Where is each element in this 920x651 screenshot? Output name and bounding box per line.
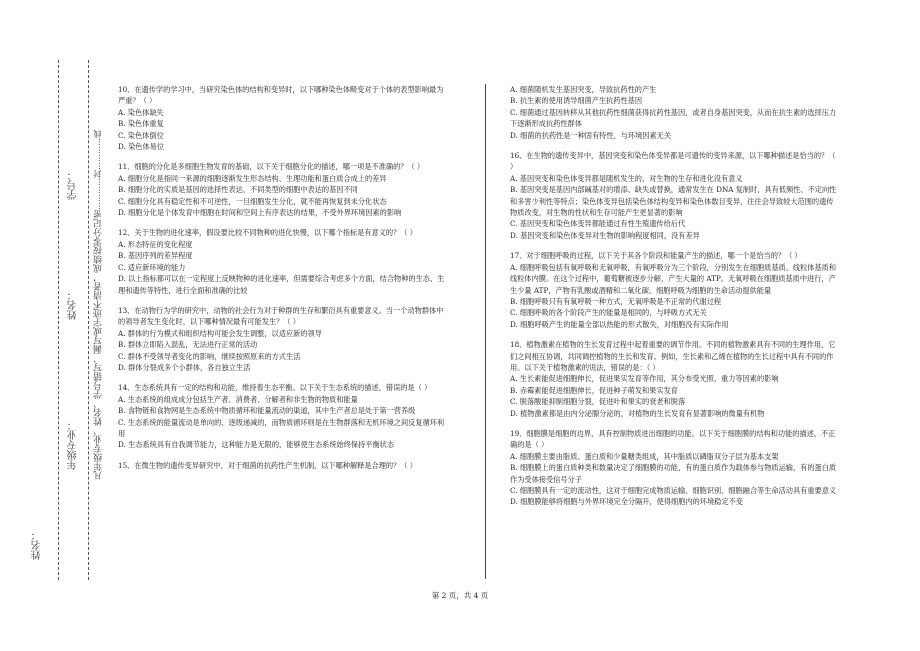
column-divider	[485, 84, 486, 579]
question-option: B. 基因序列的差异程度	[118, 251, 193, 261]
question-option: A. 细胞分化是指同一来源的细胞逐渐发生形态结构、生理功能和蛋白质合成上的差异	[118, 173, 387, 183]
seal-line-text: 密…………封…………线	[93, 130, 102, 218]
question-option: C. 细菌通过基因转移从其他抗药性细菌获得抗药性基因，或者自身基因突变，从而在抗生素的选择压力下逐渐形成抗药性群体	[510, 107, 837, 129]
question-option: A. 生长素能促进细胞伸长，促进果实发育等作用，其分布受光照、重力等因素的影响	[510, 374, 779, 384]
question-option: B. 赤霉素能促进细胞伸长，促进种子萌发和果实发育	[510, 385, 678, 395]
question-block	[118, 305, 446, 373]
question-option: A. 细胞呼吸包括有氧呼吸和无氧呼吸，有氧呼吸分为三个阶段，分别发生在细胞质基质、线粒体基质和线粒体内膜。在这个过程中，葡萄糖被逐步分解，产生大量的 ATP。无氧呼吸在细胞质基质中进行，产生少量 ATP，产物有乳酸或酒精和二氧化碳。细胞呼吸为细胞的生命活动提供能量	[510, 262, 837, 295]
question-option: B. 染色体重复	[118, 119, 164, 129]
question-block	[118, 161, 446, 218]
question-option: C. 细胞分化具有稳定性和不可逆性，一旦细胞发生分化，就不能再恢复到未分化状态	[118, 196, 387, 206]
question-option: D. 生态系统具有自我调节能力，这种能力是无限的，能够使生态系统始终保持平衡状态	[118, 440, 395, 450]
question-stem: 12、关于生物的进化速率，假设要比较不同物种的进化快慢，以下哪个指标是有意义的？（ ）	[118, 228, 417, 238]
binding-notice: 凡年级专业、姓名、学号错写、漏写或字迹不清者，成绩按零分记。	[94, 210, 104, 480]
student-name-label: 姓名：	[68, 290, 79, 320]
question-block	[118, 84, 446, 152]
question-option: D. 染色体易位	[118, 142, 165, 152]
question-option: A. 细胞膜主要由脂质、蛋白质和少量糖类组成，其中脂质以磷脂双分子层为基本支架	[510, 451, 779, 461]
question-option: B. 抗生素的使用诱导细菌产生抗药性基因	[510, 96, 643, 106]
question-option: D. 群体分裂成多个小群体，各自独立生活	[118, 362, 251, 372]
question-option: A. 形态特征的变化程度	[118, 239, 193, 249]
question-option: A. 基因突变和染色体变异都是随机发生的，对生物的生存和进化没有意义	[510, 173, 743, 183]
question-block	[510, 250, 840, 330]
question-option: D. 细胞分化是个体发育中细胞在时间和空间上有序表达的结果，不受外界环境因素的影响	[118, 208, 402, 218]
question-option: A. 细菌随机发生基因突变，导致抗药性的产生	[510, 85, 657, 94]
question-option: C. 细胞膜具有一定的流动性，这对于细胞完成物质运输、细胞识别、细胞融合等生命活动具有重要意义	[510, 486, 837, 495]
question-option: D. 细菌的抗药性是一种固有特性，与环境因素无关	[510, 130, 672, 140]
question-option: B. 细胞膜上的蛋白质种类和数量决定了细胞膜的功能，有的蛋白质作为载体参与物质运输，有的蛋白质作为受体接受信号分子	[510, 463, 837, 484]
binding-margin	[18, 60, 108, 580]
left-column	[118, 84, 446, 480]
question-option: C. 适应新环境的能力	[118, 262, 186, 272]
question-block	[510, 84, 840, 141]
question-stem: 13、在动物行为学的研究中，动物的社会行为对于种群的生存和繁衍具有重要意义。当一个动物群体中的领导者发生变化时，以下哪种情况最有可能发生？（ ）	[118, 305, 444, 327]
seal-line-outer	[58, 60, 59, 580]
question-option: B. 细胞呼吸只有有氧呼吸一种方式，无氧呼吸是不正常的代谢过程	[510, 296, 722, 306]
question-block	[510, 150, 840, 241]
question-block	[118, 460, 446, 471]
question-option: B. 群体立即陷入混乱，无法进行正常的活动	[118, 340, 258, 350]
question-option: A. 生态系统的组成成分包括生产者、消费者、分解者和非生物的物质和能量	[118, 394, 358, 404]
grade-label: 年级专业：	[68, 420, 79, 470]
question-option: C. 生态系统的能量流动是单向的、逐级递减的，而物质循环则是在生物群落和无机环境之间反复循环利用	[118, 417, 445, 438]
question-block	[118, 382, 446, 450]
question-option: A. 染色体缺失	[118, 107, 164, 117]
question-option: B. 食物链和食物网是生态系统中物质循环和能量流动的渠道，其中生产者总是处于第一营养级	[118, 406, 416, 416]
question-option: C. 群体不受领导者变化的影响，继续按照原来的方式生活	[118, 351, 301, 361]
question-option: C. 染色体倒位	[118, 130, 164, 140]
question-option: D. 以上指标都可以在一定程度上反映物种的进化速率，但需要综合考虑多个方面，结合物种的生态、生理和遗传等特性，进行全面和准确的比较	[118, 274, 445, 295]
question-option: C. 脱落酸能抑制细胞分裂，促进叶和果实的衰老和脱落	[510, 397, 686, 407]
question-option: D. 植物激素都是由内分泌腺分泌的，对植物的生长发育有显著影响的微量有机物	[510, 408, 765, 418]
question-stem: 18、植物激素在植物的生长发育过程中起着重要的调节作用。不同的植物激素具有不同的生理作用，它们之间相互协调，共同调控植物的生长和发育。例如，生长素和乙烯在植物的生长过程中具有不同的作用。以下关于植物激素的说法，错误的是：（ ）	[510, 340, 836, 372]
question-stem: 10、在遗传学的学习中，当研究染色体的结构和变异时，以下哪种染色体畸变对于个体的表型影响最为严重？（ ）	[118, 85, 444, 106]
name-label: 姓名：	[32, 530, 43, 560]
right-column	[510, 84, 840, 517]
student-id-label: 学号：	[68, 170, 79, 200]
question-option: D. 细胞膜能够将细胞与外界环境完全分隔开，使得细胞内的环境稳定不变	[510, 497, 743, 507]
question-option: D. 基因突变和染色体变异对生物的影响程度相同，没有差异	[510, 230, 700, 240]
question-option: D. 细胞呼吸产生的能量全部以热能的形式散失，对细胞没有实际作用	[510, 319, 729, 329]
question-stem: 14、生态系统具有一定的结构和功能，维持着生态平衡。以下关于生态系统的描述，错误的是（ ）	[118, 383, 432, 393]
question-option: C. 基因突变和染色体变异都能通过有性生殖遗传给后代	[510, 219, 686, 229]
page-footer: 第 2 页，共 4 页	[431, 591, 489, 600]
question-option: C. 细胞呼吸的各个阶段产生的能量是相同的，与呼吸方式无关	[510, 308, 707, 318]
question-stem: 15、在微生物的遗传变异研究中，对于细菌的抗药性产生机制，以下哪种解释是合理的？（ ）	[118, 460, 417, 470]
question-block	[510, 428, 840, 508]
question-block	[510, 339, 840, 419]
question-stem: 19、细胞膜是细胞的边界，具有控制物质进出细胞的功能。以下关于细胞膜的结构和功能的描述，不正确的是（ ）	[510, 428, 836, 450]
question-stem: 11、细胞的分化是多细胞生物发育的基础，以下关于细胞分化的描述，哪一项是不准确的？（ ）	[118, 162, 425, 172]
question-option: A. 群体的行为模式和组织结构可能会发生调整，以适应新的领导	[118, 328, 322, 338]
question-block	[118, 227, 446, 295]
question-option: B. 细胞分化的实质是基因的选择性表达，不同类型的细胞中表达的基因不同	[118, 185, 358, 195]
question-option: B. 基因突变是基因内部碱基对的增添、缺失或替换，通常发生在 DNA 复制时，具有低频性、不定向性和多害少利性等特点；染色体变异包括染色体结构变异和染色体数目变异，往往会导致较大范围的遗传物质改变，对生物的性状和生存可能产生更显著的影响	[510, 185, 837, 218]
question-stem: 16、在生物的遗传变异中，基因突变和染色体变异都是可遗传的变异来源，以下哪种描述是恰当的？（ ）	[510, 151, 836, 172]
question-stem: 17、对于细胞呼吸的过程，以下关于其各个阶段和能量产生的描述，哪一个是恰当的？（ ）	[510, 251, 802, 261]
seal-line-inner	[88, 60, 89, 580]
